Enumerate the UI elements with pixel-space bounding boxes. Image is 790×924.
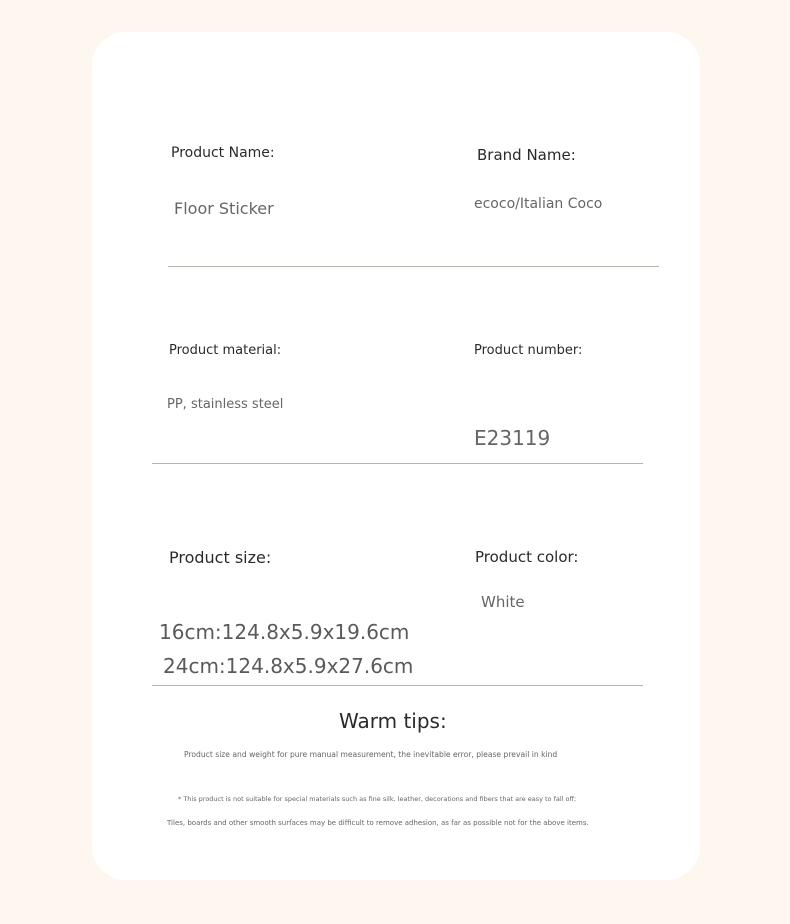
product-color-value: White bbox=[481, 593, 525, 611]
product-info-card bbox=[92, 32, 700, 880]
product-name-value: Floor Sticker bbox=[174, 199, 274, 218]
warm-tips-surface-note: Tiles, boards and other smooth surfaces may be difficult to remove adhesion, as far as possible not for the above items. bbox=[167, 819, 589, 827]
product-number-label: Product number: bbox=[474, 343, 583, 358]
warm-tips-measurement-note: Product size and weight for pure manual measurement, the inevitable error, please prevail in kind bbox=[184, 750, 558, 759]
product-name-label: Product Name: bbox=[171, 145, 275, 161]
divider-3 bbox=[152, 685, 643, 686]
warm-tips-title: Warm tips: bbox=[339, 709, 447, 733]
product-color-label: Product color: bbox=[475, 548, 579, 566]
brand-name-value: ecoco/Italian Coco bbox=[474, 196, 603, 212]
product-material-label: Product material: bbox=[169, 343, 282, 358]
product-size-value-16cm: 16cm:124.8x5.9x19.6cm bbox=[159, 620, 410, 644]
product-size-value-24cm: 24cm:124.8x5.9x27.6cm bbox=[163, 654, 414, 678]
brand-name-label: Brand Name: bbox=[477, 146, 576, 164]
divider-2 bbox=[152, 463, 643, 464]
warm-tips-material-note: * This product is not suitable for special materials such as fine silk, leather, decorations and fibers that are easy to fall off; bbox=[178, 795, 577, 803]
product-material-value: PP, stainless steel bbox=[167, 397, 284, 412]
product-number-value: E23119 bbox=[474, 426, 551, 450]
divider-1 bbox=[168, 266, 659, 267]
product-size-label: Product size: bbox=[169, 548, 272, 567]
